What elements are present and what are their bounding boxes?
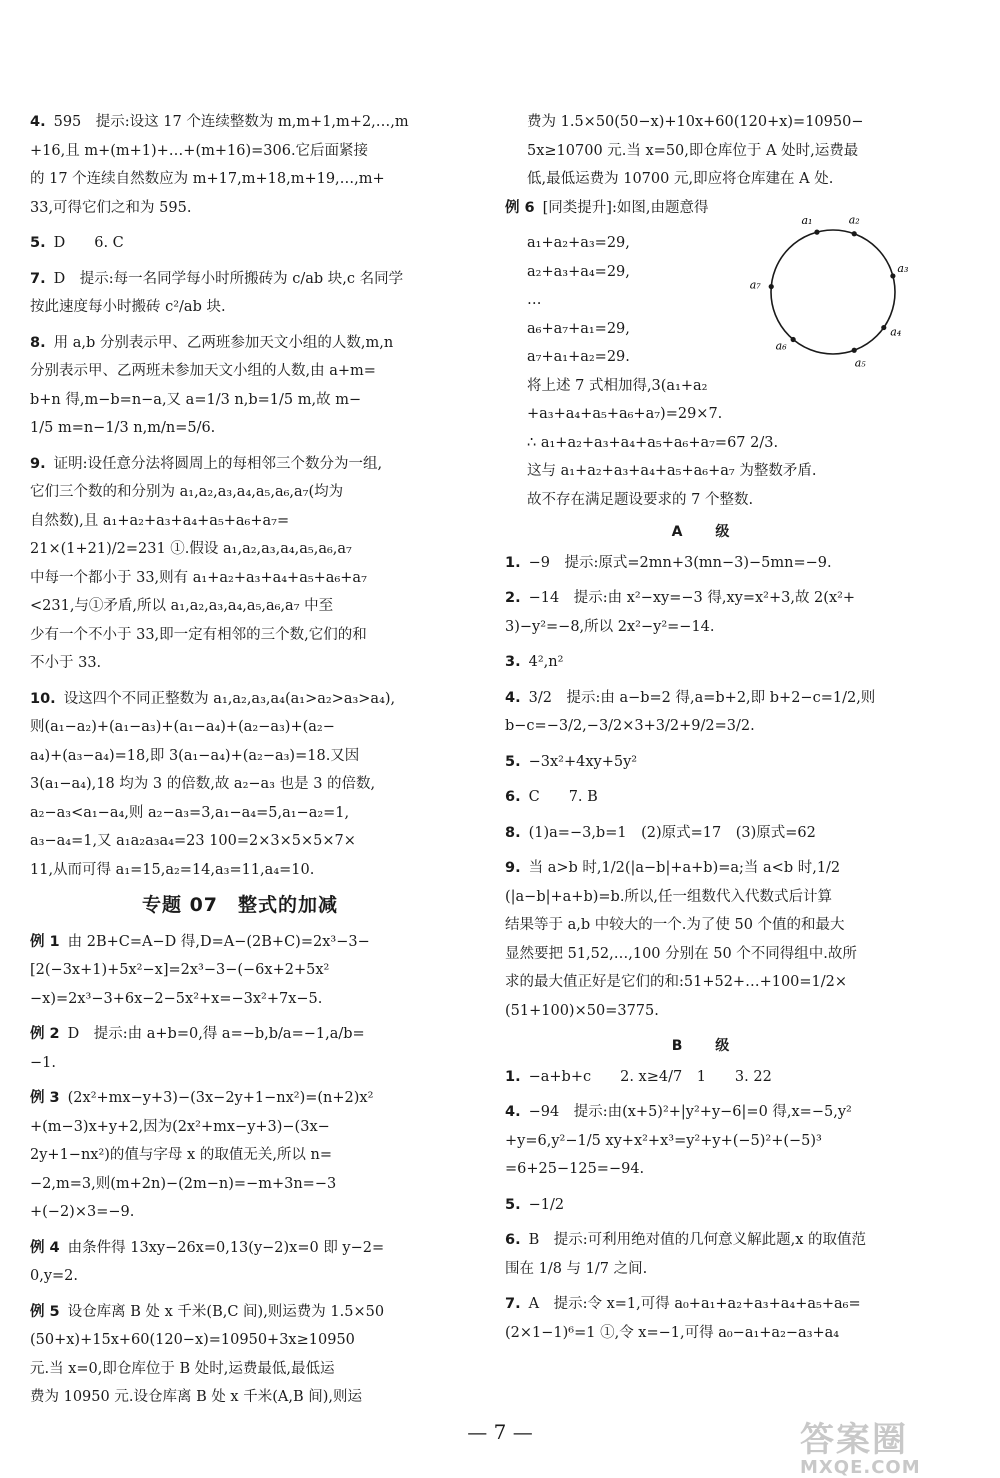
diagram-label: a₆	[775, 339, 787, 353]
item-line: D 提示:由 a+b=0,得 a=−b,b/a=−1,a/b=	[67, 1026, 365, 1042]
answer-item	[30, 1084, 450, 1227]
item-line: D 6. C	[53, 235, 124, 251]
item-number: 9.	[30, 455, 46, 472]
diagram-label: a₃	[897, 261, 909, 275]
equation-line: ∴ a₁+a₂+a₃+a₄+a₅+a₆+a₇=67 2/3.	[527, 434, 779, 451]
equation-line: a₂+a₃+a₄=29,	[527, 263, 630, 280]
item-number: 8.	[505, 824, 521, 841]
item-line: A 提示:令 x=1,可得 a₀+a₁+a₂+a₃+a₄+a₅+a₆=	[528, 1296, 861, 1312]
item-line: 4²,n²	[528, 654, 564, 670]
item-line: 证明:设任意分法将圆周上的每相邻三个数分为一组,	[53, 455, 383, 472]
item-line: 当 a>b 时,1/2(|a−b|+a+b)=a;当 a<b 时,1/2	[528, 860, 841, 876]
item-line: a₂−a₃<a₁−a₄,则 a₂−a₃=3,a₁−a₄=5,a₁−a₂=1,	[30, 804, 350, 821]
item-line: (2x²+mx−y+3)−(3x−2y+1−nx²)=(n+2)x²	[67, 1090, 374, 1106]
item-number: 例 5	[30, 1303, 60, 1320]
item-number: 5.	[30, 235, 46, 251]
item-number: 例 1	[30, 933, 60, 950]
answer-item	[505, 549, 910, 578]
item-line: [2(−3x+1)+5x²−x]=2x³−3−(−6x+2+5x²	[30, 962, 330, 978]
item-line: 设仓库离 B 处 x 千米(B,C 间),则运费为 1.5×50	[67, 1303, 385, 1320]
item-line: −1/2	[528, 1196, 565, 1213]
watermark-logo	[800, 1412, 921, 1478]
item-line: 由条件得 13xy−26x=0,13(y−2)x=0 即 y−2=	[67, 1239, 385, 1256]
item-number: 例 2	[30, 1026, 60, 1042]
diagram-point	[852, 231, 857, 236]
equation-line: a₆+a₇+a₁=29,	[527, 320, 630, 337]
solution-line: 5x≥10700 元.当 x=50,即仓库位于 A 处时,运费最	[527, 142, 859, 159]
item-line: 显然要把 51,52,…,100 分别在 50 个不同得组中.故所	[505, 945, 857, 962]
item-line: 不小于 33.	[30, 655, 102, 671]
item-line: −14 提示:由 x²−xy=−3 得,xy=x²+3,故 2(x²+	[528, 590, 856, 606]
answer-item	[30, 450, 450, 678]
item-line: 的 17 个连续自然数应为 m+17,m+18,m+19,…,m+	[30, 171, 385, 187]
item-line: −2,m=3,则(m+2n)−(2m−n)=−m+3n=−3	[30, 1175, 337, 1192]
answer-item	[505, 1290, 910, 1347]
answer-item	[505, 1098, 910, 1184]
item-line: 中每一个都小于 33,则有 a₁+a₂+a₃+a₄+a₅+a₆+a₇	[30, 569, 367, 586]
diagram-label: a₄	[890, 325, 902, 339]
item-line: a₄)+(a₃−a₄)=18,即 3(a₁−a₄)+(a₂−a₃)=18.又因	[30, 747, 360, 764]
answer-item	[30, 265, 450, 322]
item-line: 21×(1+21)/2=231 ①.假设 a₁,a₂,a₃,a₄,a₅,a₆,a₇	[30, 541, 352, 557]
grade-a-heading: A 级	[671, 524, 744, 540]
equation-line: a₇+a₁+a₂=29.	[527, 349, 630, 365]
item-line: a₃−a₄=1,又 a₁a₂a₃a₄=23 100=2×3×5×5×7×	[30, 833, 356, 849]
item-line: 3(a₁−a₄),18 均为 3 的倍数,故 a₂−a₃ 也是 3 的倍数,	[30, 776, 376, 792]
circle-diagram	[749, 210, 915, 370]
item-line: 则(a₁−a₂)+(a₁−a₃)+(a₁−a₄)+(a₂−a₃)+(a₂−	[30, 719, 335, 735]
item-number: 例 4	[30, 1239, 60, 1256]
item-line: 1/5 m=n−1/3 n,m/n=5/6.	[30, 420, 216, 436]
item-line: 求的最大值正好是它们的和:51+52+…+100=1/2×	[505, 974, 848, 990]
section-title: 专题 07 整式的加减	[141, 894, 339, 916]
item-number: 例 6	[505, 199, 535, 216]
item-line: b−c=−3/2,−3/2×3+3/2+9/2=3/2.	[505, 718, 755, 734]
diagram-point	[814, 230, 819, 235]
item-line: 按此速度每小时搬砖 c²/ab 块.	[30, 299, 226, 315]
item-number: 9.	[505, 860, 521, 876]
answer-item	[505, 819, 910, 848]
item-line: 3/2 提示:由 a−b=2 得,a=b+2,即 b+2−c=1/2,则	[528, 689, 876, 706]
answer-item	[30, 928, 450, 1014]
solution-line: 低,最低运费为 10700 元,即应将仓库建在 A 处.	[527, 171, 834, 187]
item-line: 它们三个数的和分别为 a₁,a₂,a₃,a₄,a₅,a₆,a₇(均为	[30, 484, 344, 500]
answer-item	[505, 1191, 910, 1220]
item-number: 例 3	[30, 1090, 60, 1106]
item-line: =6+25−125=−94.	[505, 1161, 645, 1177]
item-line: +16,且 m+(m+1)+…+(m+16)=306.它后面紧接	[30, 142, 369, 159]
item-line: +y=6,y²−1/5 xy+x²+x³=y²+y+(−5)²+(−5)³	[505, 1132, 822, 1149]
item-line: 费为 10950 元.设仓库离 B 处 x 千米(A,B 间),则运	[30, 1389, 362, 1405]
diagram-point	[791, 337, 796, 342]
item-line: 11,从而可得 a₁=15,a₂=14,a₃=11,a₄=10.	[30, 861, 315, 878]
answer-item	[505, 1063, 910, 1092]
diagram-label: a₅	[854, 356, 866, 370]
continued-solution	[505, 108, 910, 194]
item-line: 设这四个不同正整数为 a₁,a₂,a₃,a₄(a₁>a₂>a₃>a₄),	[63, 690, 396, 707]
item-line: 由 2B+C=A−D 得,D=A−(2B+C)=2x³−3−	[67, 933, 370, 950]
answer-item	[505, 684, 910, 741]
page-number: — 7 —	[467, 1420, 533, 1444]
diagram-point	[769, 284, 774, 289]
item-number: 1.	[505, 554, 521, 571]
equation-line: …	[527, 292, 542, 308]
item-line: B 提示:可利用绝对值的几何意义解此题,x 的取值范	[528, 1232, 867, 1248]
item-number: 5.	[505, 753, 521, 770]
equation-line: +a₃+a₄+a₅+a₆+a₇)=29×7.	[527, 406, 723, 422]
answer-item	[30, 1020, 450, 1077]
item-line: −a+b+c 2. x≥4/7 1 3. 22	[528, 1068, 772, 1085]
item-number: 6.	[505, 789, 521, 805]
answer-item	[505, 783, 910, 812]
answer-item	[30, 685, 450, 885]
item-line: <231,与①矛盾,所以 a₁,a₂,a₃,a₄,a₅,a₆,a₇ 中至	[30, 598, 334, 614]
item-line: 结果等于 a,b 中较大的一个.为了使 50 个值的和最大	[505, 917, 845, 933]
item-line: +(m−3)x+y+2,因为(2x²+mx−y+3)−(3x−	[30, 1118, 330, 1135]
item-line: 0,y=2.	[30, 1268, 79, 1284]
item-line: 33,可得它们之和为 595.	[30, 199, 192, 216]
item-line: 元.当 x=0,即仓库位于 B 处时,运费最低,最低运	[30, 1360, 335, 1377]
equation-line: a₁+a₂+a₃=29,	[527, 235, 630, 251]
item-line: 用 a,b 分别表示甲、乙两班参加天文小组的人数,m,n	[53, 334, 394, 351]
item-line: +(−2)×3=−9.	[30, 1204, 135, 1220]
item-line: (1)a=−3,b=1 (2)原式=17 (3)原式=62	[528, 824, 816, 841]
answer-item	[30, 108, 450, 222]
item-line: 2y+1−nx²)的值与字母 x 的取值无关,所以 n=	[30, 1147, 333, 1163]
item-line: −x)=2x³−3+6x−2−5x²+x=−3x²+7x−5.	[30, 990, 323, 1007]
item-number: 1.	[505, 1068, 521, 1085]
item-line: 少有一个不小于 33,即一定有相邻的三个数,它们的和	[30, 626, 367, 643]
item-number: 7.	[505, 1296, 521, 1312]
item-line: 分别表示甲、乙两班未参加天文小组的人数,由 a+m=	[30, 363, 376, 379]
item-line: (|a−b|+a+b)=b.所以,任一组数代入代数式后计算	[505, 888, 833, 905]
diagram-point	[881, 325, 886, 330]
item-number: 8.	[30, 334, 46, 351]
item-number: 4.	[505, 1104, 521, 1120]
item-number: 10.	[30, 690, 56, 707]
example-intro: [同类提升]:如图,由题意得	[542, 199, 709, 216]
item-number: 4.	[505, 689, 521, 706]
item-line: b+n 得,m−b=n−a,又 a=1/3 n,b=1/5 m,故 m−	[30, 391, 362, 408]
item-number: 2.	[505, 590, 521, 606]
left-column	[30, 108, 450, 1419]
item-number: 6.	[505, 1232, 521, 1248]
answer-item	[505, 748, 910, 777]
diagram-label: a₇	[749, 278, 761, 292]
answer-item	[30, 1234, 450, 1291]
item-line: 595 提示:设这 17 个连续整数为 m,m+1,m+2,…,m	[53, 114, 409, 130]
item-number: 4.	[30, 114, 46, 130]
item-line: −1.	[30, 1054, 56, 1071]
diagram-label: a₁	[801, 214, 813, 228]
solution-line: 费为 1.5×50(50−x)+10x+60(120+x)=10950−	[527, 114, 864, 130]
grade-b-heading: B 级	[671, 1038, 744, 1054]
watermark-top: 答案圈	[800, 1420, 908, 1460]
item-line: 自然数),且 a₁+a₂+a₃+a₄+a₅+a₆+a₇=	[30, 512, 290, 529]
item-line: 围在 1/8 与 1/7 之间.	[505, 1260, 648, 1277]
diagram-circle	[771, 230, 895, 354]
diagram-point	[890, 273, 895, 278]
diagram-point	[852, 348, 857, 353]
item-number: 3.	[505, 654, 521, 670]
answer-item	[505, 584, 910, 641]
answer-item	[505, 1226, 910, 1283]
equation-line: 将上述 7 式相加得,3(a₁+a₂	[527, 377, 708, 394]
item-number: 5.	[505, 1196, 521, 1213]
item-line: −94 提示:由(x+5)²+|y²+y−6|=0 得,x=−5,y²	[528, 1104, 852, 1120]
item-line: 3)−y²=−8,所以 2x²−y²=−14.	[505, 618, 715, 635]
item-line: D 提示:每一名同学每小时所搬砖为 c/ab 块,c 名同学	[53, 270, 404, 287]
item-line: (50+x)+15x+60(120−x)=10950+3x≥10950	[30, 1332, 355, 1348]
answer-item	[30, 1298, 450, 1412]
item-line: C 7. B	[528, 789, 598, 805]
answer-item	[30, 329, 450, 443]
answer-item	[505, 648, 910, 677]
item-line: (2×1−1)⁶=1 ①,令 x=−1,可得 a₀−a₁+a₂−a₃+a₄	[505, 1324, 840, 1341]
watermark-bottom: MXQE.COM	[800, 1457, 921, 1478]
item-number: 7.	[30, 270, 46, 287]
diagram-label: a₂	[848, 213, 860, 227]
item-line: −9 提示:原式=2mn+3(mn−3)−5mn=−9.	[528, 554, 832, 571]
equation-line: 故不存在满足题设要求的 7 个整数.	[527, 491, 754, 508]
answer-item	[505, 854, 910, 1025]
item-line: (51+100)×50=3775.	[505, 1002, 659, 1019]
item-line: −3x²+4xy+5y²	[528, 753, 638, 770]
equation-line: 这与 a₁+a₂+a₃+a₄+a₅+a₆+a₇ 为整数矛盾.	[527, 463, 817, 479]
answer-item	[30, 229, 450, 258]
